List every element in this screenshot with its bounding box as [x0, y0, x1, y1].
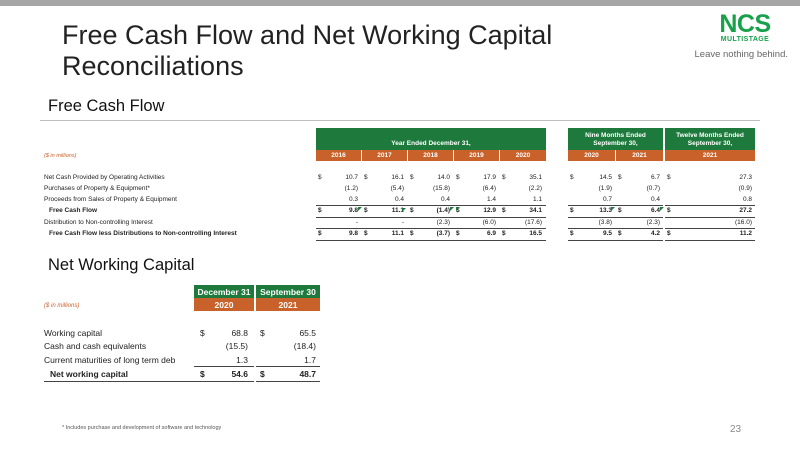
- table-row: [44, 206, 756, 217]
- logo-subtitle: MULTISTAGE: [720, 36, 770, 43]
- table-rule: [568, 228, 663, 229]
- value-cell: 0.4: [650, 196, 660, 203]
- value-cell: 6.9: [486, 230, 496, 237]
- table-rule: [665, 205, 755, 206]
- value-cell: (17.6): [525, 219, 542, 226]
- value-cell: (3.7): [436, 230, 450, 237]
- value-cell: 11.2: [739, 230, 752, 237]
- dollar-sign: $: [364, 174, 368, 181]
- value-cell: 10.7: [345, 174, 358, 181]
- dollar-sign: $: [502, 174, 506, 181]
- value-cell: (15.5): [225, 341, 248, 351]
- value-cell: (18.4): [293, 341, 316, 351]
- dollar-sign: $: [502, 207, 506, 214]
- value-cell: 1.7: [304, 355, 316, 365]
- fcf-year-header: 2021: [616, 150, 663, 161]
- fcf-header-twelve-months: Twelve Months Ended September 30,: [665, 128, 755, 150]
- fcf-units-label: ($ in millions): [44, 153, 77, 159]
- row-label: Cash and cash equivalents: [44, 341, 147, 351]
- value-cell: 9.8: [348, 230, 358, 237]
- table-rule: [256, 366, 320, 367]
- value-cell: 0.4: [394, 196, 404, 203]
- value-cell: 11.1: [391, 230, 404, 237]
- table-row: [44, 229, 756, 240]
- fcf-year-header: 2016: [316, 150, 361, 161]
- value-cell: (1.4): [436, 207, 450, 214]
- comment-marker: [358, 207, 362, 211]
- value-cell: 68.8: [231, 328, 248, 338]
- comment-marker: [660, 207, 664, 211]
- value-cell: 27.3: [739, 174, 752, 181]
- dollar-sign: $: [410, 230, 414, 237]
- value-cell: 54.6: [231, 369, 248, 379]
- fcf-year-header: 2020: [568, 150, 615, 161]
- value-cell: -: [401, 219, 404, 226]
- table-rule: [568, 240, 663, 241]
- value-cell: 1.1: [532, 196, 542, 203]
- fcf-year-header: 2019: [454, 150, 499, 161]
- value-cell: 1.3: [236, 355, 248, 365]
- value-cell: (15.8): [433, 185, 450, 192]
- comment-marker: [450, 207, 454, 211]
- table-row: [44, 184, 756, 195]
- value-cell: 0.7: [602, 196, 612, 203]
- nwc-year-2020: 2020: [194, 298, 254, 311]
- dollar-sign: $: [364, 230, 368, 237]
- logo-tagline: Leave nothing behind.: [694, 49, 788, 60]
- value-cell: 6.4: [650, 207, 660, 214]
- dollar-sign: $: [570, 207, 574, 214]
- logo-mark: NCS: [719, 10, 771, 38]
- dollar-sign: $: [618, 174, 622, 181]
- value-cell: (0.7): [646, 185, 660, 192]
- value-cell: 0.4: [440, 196, 450, 203]
- value-cell: (16.0): [735, 219, 752, 226]
- value-cell: 14.5: [599, 174, 612, 181]
- dollar-sign: $: [318, 230, 322, 237]
- value-cell: 16.1: [391, 174, 404, 181]
- fcf-header-nine-months: Nine Months Ended September 30,: [568, 128, 663, 150]
- value-cell: (1.2): [344, 185, 358, 192]
- row-label: Purchases of Property & Equipment*: [44, 185, 150, 192]
- dollar-sign: $: [200, 328, 205, 338]
- table-row: [44, 327, 334, 340]
- value-cell: 14.0: [437, 174, 450, 181]
- row-label: Current maturities of long term deb: [44, 355, 176, 365]
- dollar-sign: $: [667, 174, 671, 181]
- table-row: [44, 173, 756, 184]
- fcf-year-header: 2018: [408, 150, 453, 161]
- value-cell: 48.7: [299, 369, 316, 379]
- value-cell: 65.5: [299, 328, 316, 338]
- value-cell: (5.4): [390, 185, 404, 192]
- value-cell: 0.3: [348, 196, 358, 203]
- value-cell: 34.1: [529, 207, 542, 214]
- fcf-year-header: 2020: [500, 150, 546, 161]
- value-cell: -: [355, 219, 358, 226]
- comment-marker: [456, 207, 460, 211]
- table-rule: [256, 381, 320, 382]
- dollar-sign: $: [410, 174, 414, 181]
- fcf-header-year-ended: Year Ended December 31,: [316, 128, 546, 150]
- value-cell: (0.9): [738, 185, 752, 192]
- dollar-sign: $: [260, 328, 265, 338]
- comment-marker: [611, 207, 615, 211]
- value-cell: (2.2): [528, 185, 542, 192]
- row-label: Free Cash Flow: [49, 207, 98, 214]
- fcf-year-header: 2017: [362, 150, 407, 161]
- table-rule: [665, 240, 755, 241]
- table-rule: [316, 228, 546, 229]
- nwc-header-december: December 31: [194, 285, 254, 298]
- dollar-sign: $: [667, 207, 671, 214]
- table-rule: [316, 205, 546, 206]
- value-cell: 11.1: [391, 207, 404, 214]
- dollar-sign: $: [456, 207, 460, 214]
- value-cell: (1.9): [598, 185, 612, 192]
- row-label: Distribution to Non-controlling Interest: [44, 219, 153, 226]
- company-logo: [700, 12, 790, 44]
- value-cell: 9.5: [602, 230, 612, 237]
- table-rule: [194, 366, 254, 367]
- comment-marker: [402, 208, 406, 212]
- table-rule: [665, 228, 755, 229]
- value-cell: 6.7: [650, 174, 660, 181]
- value-cell: 17.9: [483, 174, 496, 181]
- table-rule: [316, 240, 546, 241]
- table-rule: [194, 381, 254, 382]
- value-cell: (2.3): [436, 219, 450, 226]
- table-row: [44, 368, 334, 381]
- value-cell: 35.1: [529, 174, 542, 181]
- table-rule: [568, 217, 663, 218]
- value-cell: (6.0): [482, 219, 496, 226]
- value-cell: 0.8: [742, 196, 752, 203]
- value-cell: (2.3): [646, 219, 660, 226]
- value-cell: 13.3: [599, 207, 612, 214]
- table-rule: [316, 217, 546, 218]
- value-cell: 12.9: [483, 207, 496, 214]
- row-label: Net working capital: [50, 369, 128, 379]
- dollar-sign: $: [318, 207, 322, 214]
- table-rule: [44, 381, 194, 382]
- value-cell: (3.8): [598, 219, 612, 226]
- dollar-sign: $: [667, 230, 671, 237]
- dollar-sign: $: [618, 230, 622, 237]
- dollar-sign: $: [318, 174, 322, 181]
- nwc-units-label: ($ in millions): [44, 303, 80, 309]
- fcf-year-header: 2021: [665, 150, 755, 161]
- dollar-sign: $: [502, 230, 506, 237]
- value-cell: (6.4): [482, 185, 496, 192]
- dollar-sign: $: [570, 174, 574, 181]
- row-label: Net Cash Provided by Operating Activities: [44, 174, 165, 181]
- page-number: 23: [730, 424, 742, 435]
- footnote: * Includes purchase and development of software and technology: [62, 425, 222, 431]
- nwc-section-title: Net Working Capital: [48, 256, 195, 274]
- value-cell: 16.5: [529, 230, 542, 237]
- table-rule: [568, 205, 663, 206]
- dollar-sign: $: [410, 207, 414, 214]
- value-cell: 27.2: [739, 207, 752, 214]
- dollar-sign: $: [200, 369, 205, 379]
- nwc-header-september: September 30: [256, 285, 320, 298]
- value-cell: 1.4: [486, 196, 496, 203]
- value-cell: 4.2: [650, 230, 660, 237]
- nwc-year-2021: 2021: [256, 298, 320, 311]
- top-accent-bar: [0, 0, 800, 6]
- section-divider: [40, 120, 760, 121]
- slide-title: Free Cash Flow and Net Working Capital Reconciliations: [62, 20, 553, 81]
- table-rule: [665, 217, 755, 218]
- row-label: Proceeds from Sales of Property & Equipment: [44, 196, 177, 203]
- row-label: Free Cash Flow less Distributions to Non-controlling Interest: [49, 230, 237, 237]
- dollar-sign: $: [456, 174, 460, 181]
- table-row: [44, 340, 334, 353]
- dollar-sign: $: [618, 207, 622, 214]
- dollar-sign: $: [456, 230, 460, 237]
- fcf-section-title: Free Cash Flow: [48, 97, 165, 115]
- dollar-sign: $: [570, 230, 574, 237]
- row-label: Working capital: [44, 328, 102, 338]
- dollar-sign: $: [364, 207, 368, 214]
- value-cell: 9.8: [348, 207, 358, 214]
- dollar-sign: $: [260, 369, 265, 379]
